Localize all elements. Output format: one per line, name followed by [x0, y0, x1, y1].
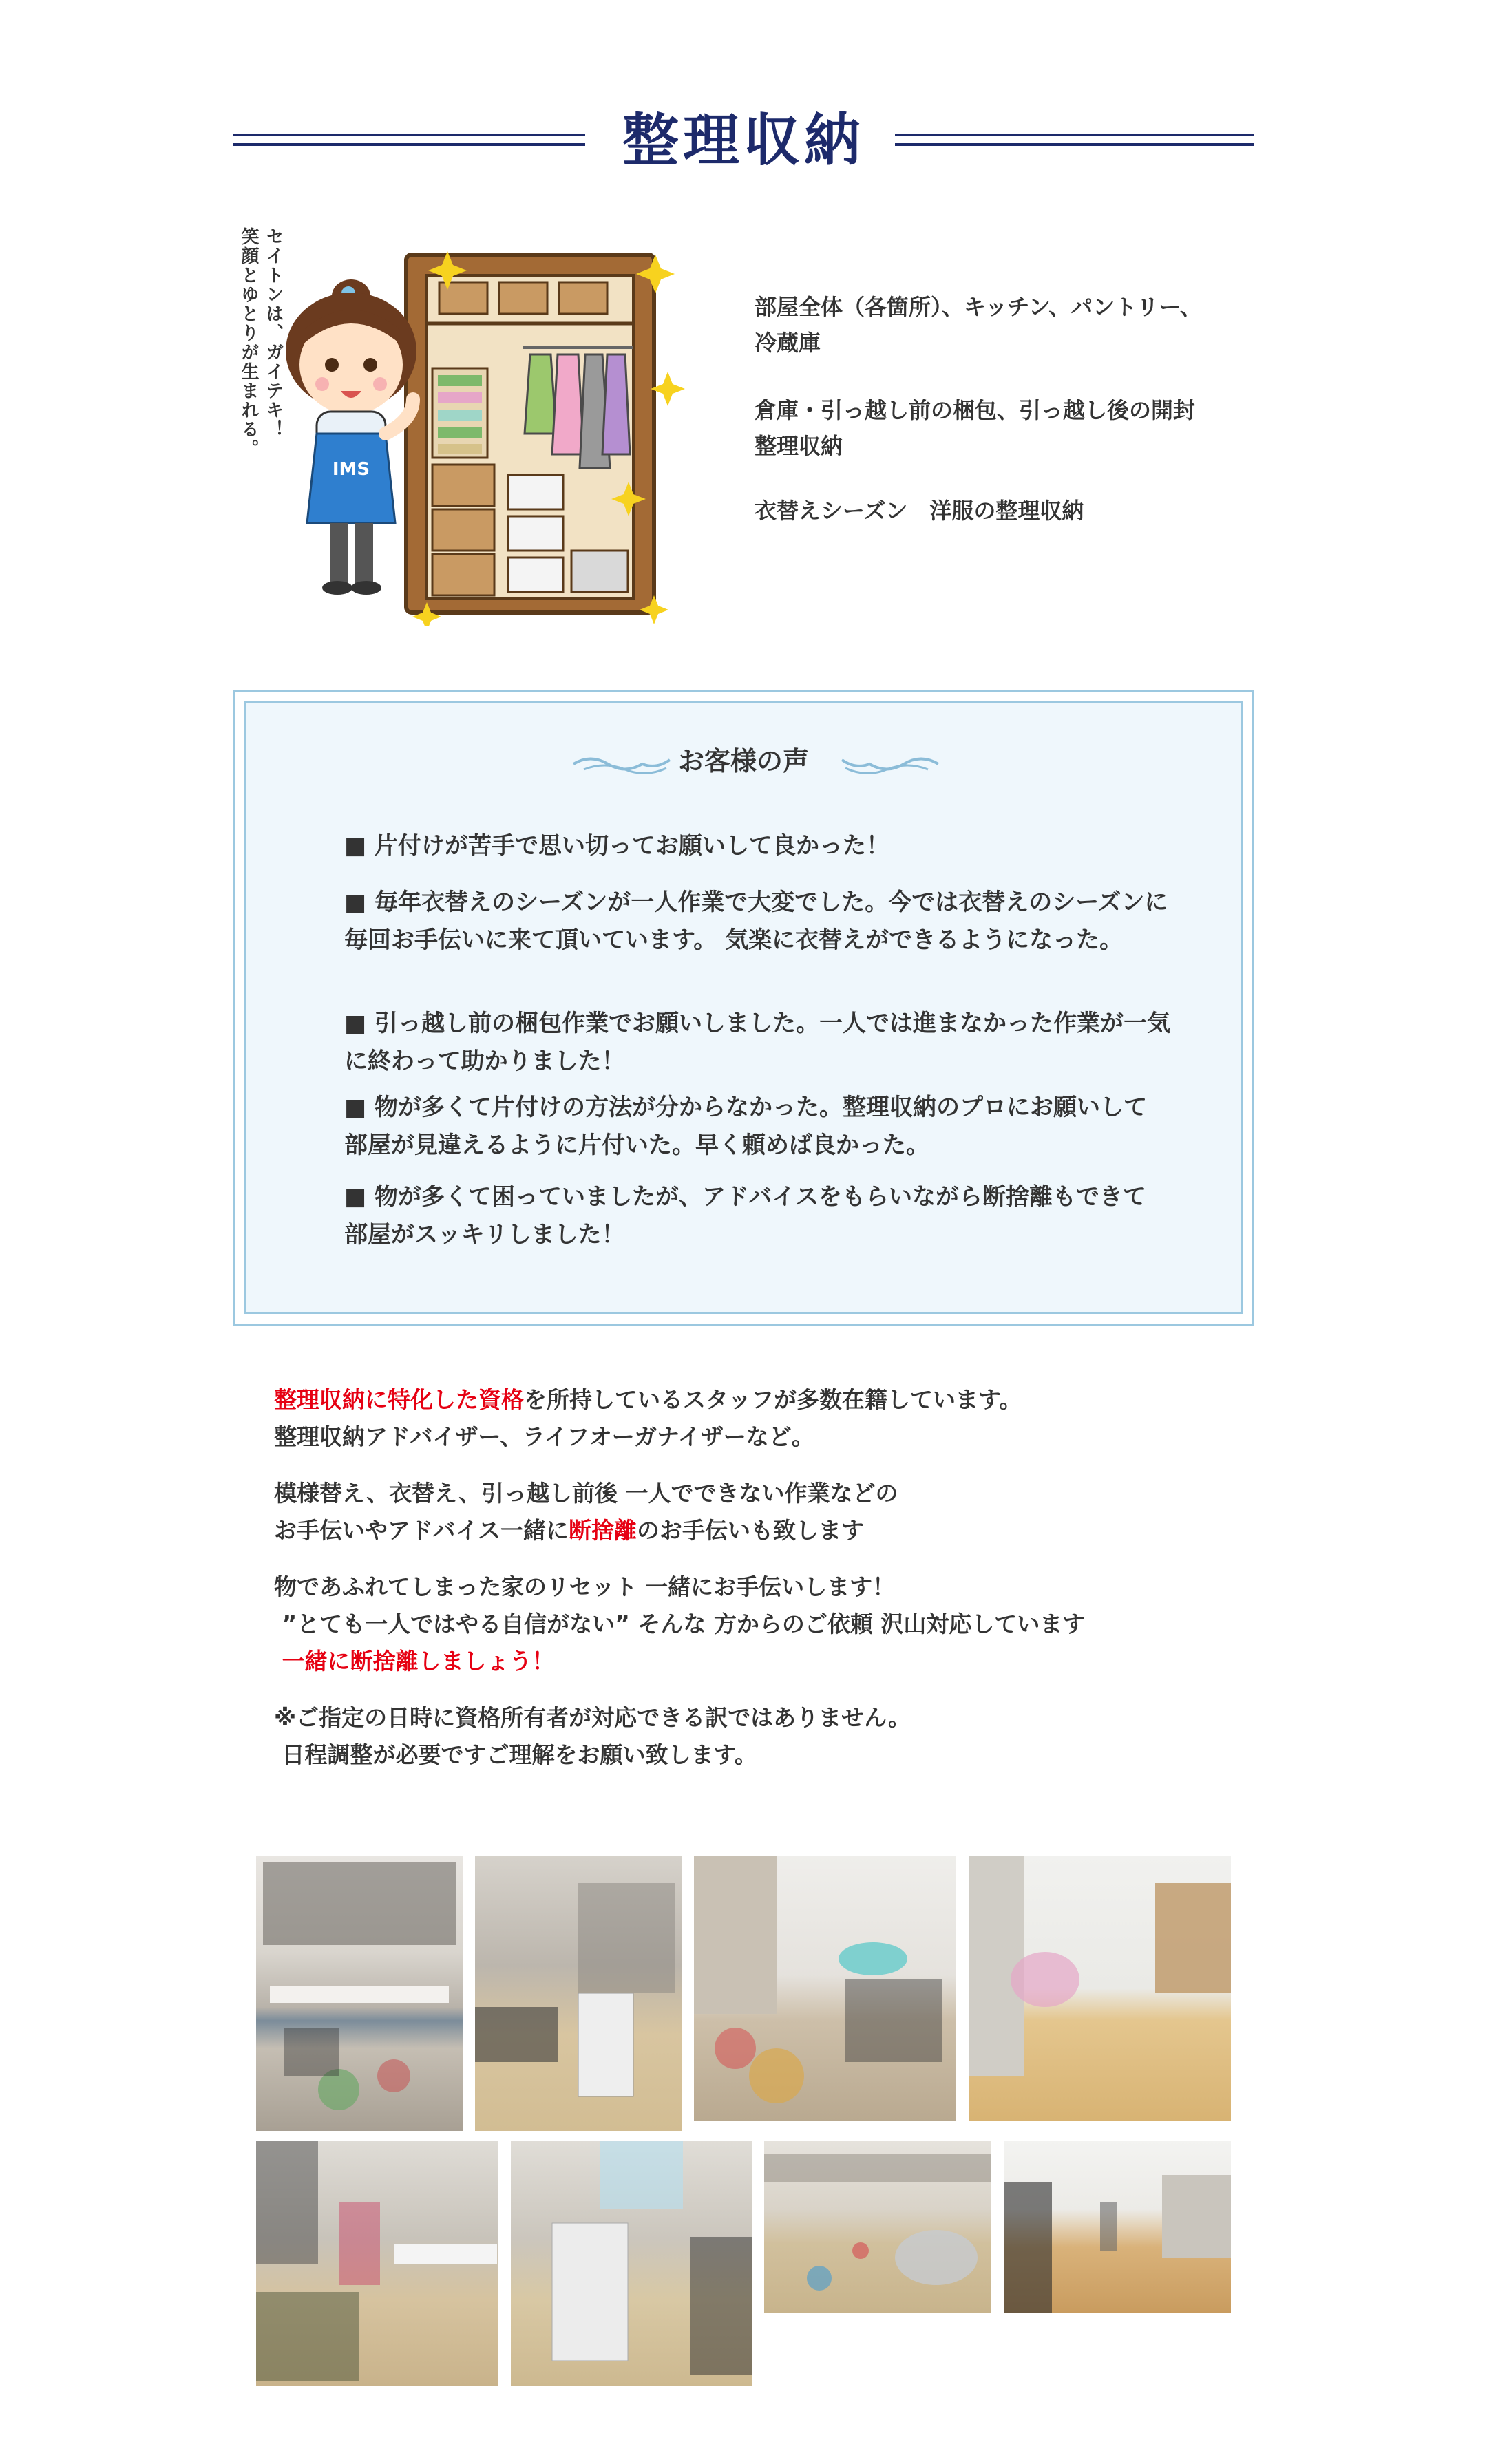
qualification-highlight: 整理収納に特化した資格 [274, 1386, 524, 1413]
wardrobe-character-drawing [227, 227, 709, 626]
description-paragraph-1: 整理収納に特化した資格を所持しているスタッフが多数在籍しています。 [274, 1386, 1022, 1413]
apron-logo: IMS [332, 459, 370, 480]
description-line-2: 整理収納アドバイザー、ライフオーガナイザーなど。 [274, 1423, 814, 1450]
flourish-right-icon [839, 750, 942, 778]
page-title: 整理収納 [622, 108, 865, 173]
title-rule-left [233, 134, 585, 146]
description-line-4: お手伝いやアドバイス一緒に断捨離のお手伝いも致します [274, 1517, 865, 1544]
cluttered-room-photo-1 [256, 1856, 463, 2131]
description-line-6: ”とても一人ではやる自信がない” そんな 方からのご依頼 沢山対応しています [274, 1611, 1086, 1637]
customer-voice-box [233, 690, 1254, 1326]
cluttered-floor-photo-7 [764, 2141, 991, 2313]
voice-item-3: ■ 引っ越し前の梱包作業でお願いしました。一人では進まなかった作業が一気に終わって助かりました！ [344, 1010, 1170, 1075]
tidy-room-photo-4 [969, 1856, 1231, 2121]
cluttered-room-photo-5 [256, 2141, 498, 2386]
voice-item-1: ■ 片付けが苦手で思い切ってお願いして良かった！ [344, 832, 889, 860]
service-item-2: 倉庫・引っ越し前の梱包、引っ越し後の開封 整理収納 [755, 397, 1196, 459]
organizer-illustration [227, 227, 709, 626]
cluttered-room-photo-3 [694, 1856, 956, 2121]
service-item-3: 衣替えシーズン 洋服の整理収納 [755, 498, 1084, 524]
voice-item-4: ■ 物が多くて片付けの方法が分からなかった。整理収納のプロにお願いして 部屋が見違えるように片付いた。早く頼めば良かった。 [344, 1094, 1147, 1159]
customer-voice-inner [244, 701, 1243, 1314]
customer-voice-heading: お客様の声 [677, 746, 809, 776]
service-item-1: 部屋全体（各箇所）、キッチン、パントリー、 冷蔵庫 [755, 294, 1202, 356]
voice-item-2: ■ 毎年衣替えのシーズンが一人作業で大変でした。今では衣替えのシーズンに 毎回お手伝いに来て頂いています。 気楽に衣替えができるようになった。 [344, 889, 1168, 954]
tidy-room-photo-8 [1004, 2141, 1231, 2313]
title-rule-right [895, 134, 1254, 146]
description-paragraph-2: 模様替え、衣替え、引っ越し前後 一人でできない作業などの [274, 1480, 898, 1507]
illustration-caption-1: セイトンは、ガイテキ！ [263, 227, 284, 439]
illustration-caption-2: 笑顔とゆとりが生まれる。 [238, 227, 259, 458]
description-paragraph-3: 物であふれてしまった家のリセット 一緒にお手伝いします！ [274, 1573, 896, 1600]
call-to-action: 一緒に断捨離しましょう！ [274, 1648, 555, 1675]
voice-item-5: ■ 物が多くて困っていましたが、アドバイスをもらいながら断捨離もできて 部屋がスッキリしました！ [344, 1183, 1146, 1249]
cluttered-room-photo-6 [511, 2141, 752, 2386]
description-note-2: 日程調整が必要ですご理解をお願い致します。 [274, 1741, 757, 1768]
description-note: ※ご指定の日時に資格所有者が対応できる訳ではありません。 [274, 1704, 911, 1731]
cluttered-room-photo-2 [475, 1856, 682, 2131]
danshari-highlight: 断捨離 [569, 1517, 637, 1544]
